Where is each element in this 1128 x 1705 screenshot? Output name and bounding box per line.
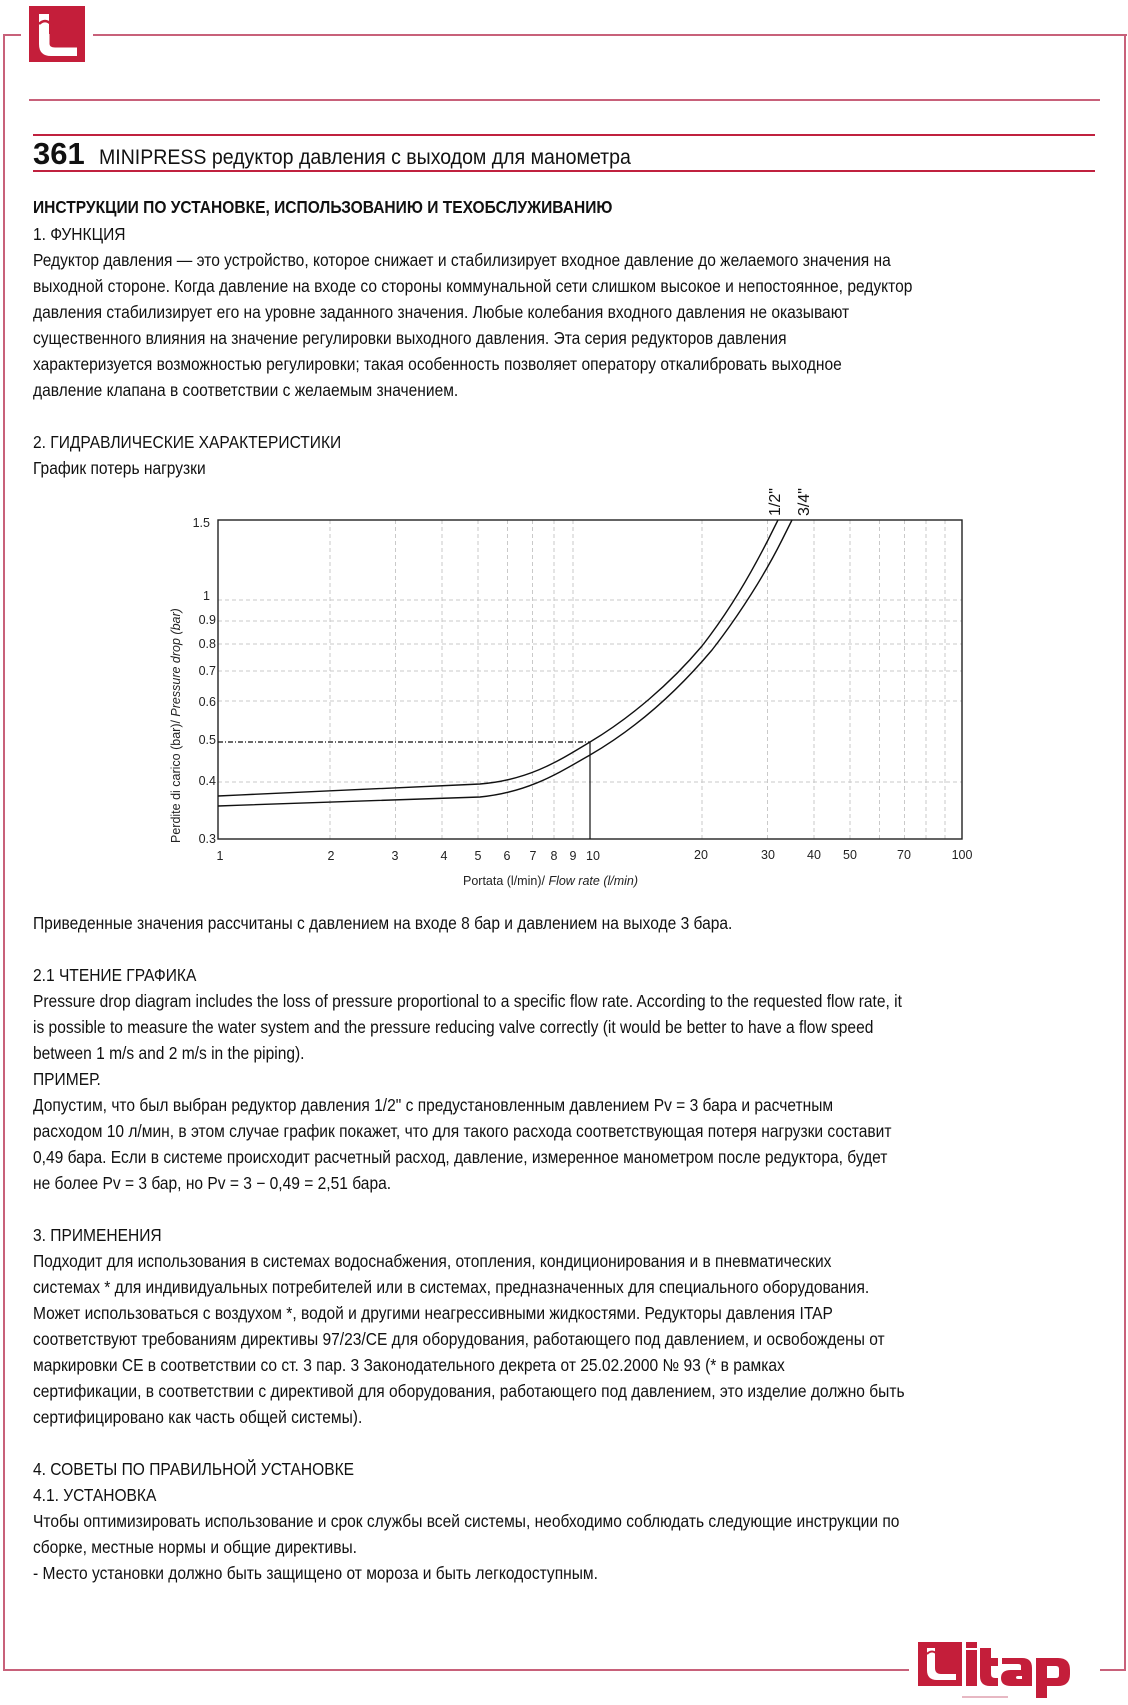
svg-text:9: 9 xyxy=(569,849,577,863)
example-line: Допустим, что был выбран редуктор давления 1/2" с предустановленным давлением Pv = 3 бара и расчетным xyxy=(33,1095,834,1115)
main-heading: ИНСТРУКЦИИ ПО УСТАНОВКЕ, ИСПОЛЬЗОВАНИЮ И ТЕХОБСЛУЖИВАНИЮ xyxy=(33,197,613,217)
svg-text:40: 40 xyxy=(807,848,821,862)
svg-text:10: 10 xyxy=(586,849,600,863)
series-label-three-quarter-inch: 3/4" xyxy=(796,488,813,516)
frame-left-edge xyxy=(3,34,5,1670)
example-line: 0,49 бара. Если в системе происходит расчетный расход, давление, измеренное манометром после редуктора, будет xyxy=(33,1147,888,1167)
frame-bottom-right xyxy=(1100,1669,1126,1671)
section4-line: - Место установки должно быть защищено от мороза и быть легкодоступным. xyxy=(33,1563,598,1583)
section2-1-line: Pressure drop diagram includes the loss of pressure proportional to a specific flow rate. According to the requested flow rate, it xyxy=(33,991,902,1011)
section3-line: соответствуют требованиям директивы 97/23/CE для оборудования, работающего под давлением, и освобождены от xyxy=(33,1329,885,1349)
chart-grid xyxy=(218,520,962,839)
svg-text:0.4: 0.4 xyxy=(198,774,216,788)
section1-line: характеризуется возможностью регулировки; такая особенность позволяет оператору откалибровать выходное xyxy=(33,354,842,374)
svg-text:8: 8 xyxy=(550,849,558,863)
section3-line: Может использоваться с воздухом *, водой и другими неагрессивными жидкостями. Редукторы давления ITAP xyxy=(33,1303,833,1323)
section2-1-heading: 2.1 ЧТЕНИЕ ГРАФИКА xyxy=(33,965,197,985)
section1-heading: 1. ФУНКЦИЯ xyxy=(33,224,126,244)
svg-text:1.5: 1.5 xyxy=(192,516,210,530)
section3-line: Подходит для использования в системах водоснабжения, отопления, кондиционирования и в пневматических xyxy=(33,1251,832,1271)
product-title-row xyxy=(33,136,671,170)
svg-text:1: 1 xyxy=(216,849,224,863)
section3-heading: 3. ПРИМЕНЕНИЯ xyxy=(33,1225,162,1245)
svg-text:5: 5 xyxy=(474,849,482,863)
chart-title: График потерь нагрузки xyxy=(33,458,206,478)
section2-1-line: between 1 m/s and 2 m/s in the piping). xyxy=(33,1043,305,1063)
section1-line: Редуктор давления — это устройство, которое снижает и стабилизирует входное давление до желаемого значения на xyxy=(33,250,891,270)
product-title: MINIPRESS редуктор давления с выходом для манометра xyxy=(98,146,631,169)
chart-note: Приведенные значения рассчитаны с давлением на входе 8 бар и давлением на выходе 3 бара. xyxy=(33,913,733,933)
section4-line: сборке, местные нормы и общие директивы. xyxy=(33,1537,358,1557)
svg-text:50: 50 xyxy=(843,848,857,862)
header-rule xyxy=(29,99,1100,101)
section1-line: давления стабилизирует его на уровне заданного значения. Любые колебания входного давления не оказывают xyxy=(33,302,850,322)
section3-line: сертификации, в соответствии с директивой для оборудования, работающего под давлением, это изделие должно быть xyxy=(33,1381,905,1401)
svg-text:70: 70 xyxy=(897,848,911,862)
example-line: расходом 10 л/мин, в этом случае график покажет, что для такого расхода соответствующая потеря нагрузки составит xyxy=(33,1121,892,1141)
svg-text:0.9: 0.9 xyxy=(198,613,216,627)
brand-logo-mark xyxy=(29,6,85,62)
product-number: 361 xyxy=(33,136,85,171)
plot-area-frame xyxy=(218,520,962,839)
pipe-elbow-icon xyxy=(29,6,85,62)
frame-top-left xyxy=(3,34,21,36)
section2-1-line: is possible to measure the water system and the pressure reducing valve correctly (it would be better to have a flow speed xyxy=(33,1017,874,1037)
example-heading: ПРИМЕР. xyxy=(33,1069,101,1089)
section1-line: давление клапана в соответствии с желаемым значением. xyxy=(33,380,459,400)
svg-text:7: 7 xyxy=(529,849,537,863)
frame-bottom-left xyxy=(3,1669,909,1671)
section4-line: Чтобы оптимизировать использование и срок службы всей системы, необходимо соблюдать следующие инструкции по xyxy=(33,1511,900,1531)
frame-top-right xyxy=(93,34,1127,36)
svg-text:30: 30 xyxy=(761,848,775,862)
svg-text:0.6: 0.6 xyxy=(198,695,216,709)
svg-text:0.3: 0.3 xyxy=(198,832,216,846)
section3-line: системах * для индивидуальных потребителей или в системах, предназначенных для специального оборудования. xyxy=(33,1277,870,1297)
svg-text:1: 1 xyxy=(203,589,210,603)
x-tick-labels xyxy=(217,848,973,863)
section4-1-heading: 4.1. УСТАНОВКА xyxy=(33,1485,157,1505)
series-label-half-inch: 1/2" xyxy=(767,488,784,516)
section1-line: существенного влияния на значение регулировки выходного давления. Эта серия редукторов давления xyxy=(33,328,787,348)
y-tick-labels xyxy=(193,516,216,846)
svg-text:3: 3 xyxy=(391,849,399,863)
svg-text:20: 20 xyxy=(694,848,708,862)
svg-text:6: 6 xyxy=(503,849,511,863)
svg-text:2: 2 xyxy=(327,849,335,863)
section4-heading: 4. СОВЕТЫ ПО ПРАВИЛЬНОЙ УСТАНОВКЕ xyxy=(33,1459,355,1479)
x-axis-label: Portata (l/min)/ Flow rate (l/min) xyxy=(463,874,639,888)
section3-line: маркировки CE в соответствии со ст. 3 пар. 3 Законодательного декрета от 25.02.2000 № 93 (* в рамках xyxy=(33,1355,785,1375)
section2-heading: 2. ГИДРАВЛИЧЕСКИЕ ХАРАКТЕРИСТИКИ xyxy=(33,432,342,452)
svg-text:0.8: 0.8 xyxy=(198,637,216,651)
svg-text:100: 100 xyxy=(951,848,973,862)
frame-right-edge xyxy=(1124,34,1126,1669)
example-line: не более Pv = 3 бар, но Pv = 3 − 0,49 = 2,51 бара. xyxy=(33,1173,392,1193)
y-axis-label: Perdite di carico (bar)/ Pressure drop (bar) xyxy=(169,608,183,843)
series-half-inch xyxy=(218,520,778,796)
itap-logo-icon xyxy=(918,1638,1094,1700)
itap-logo xyxy=(918,1638,1094,1700)
svg-text:0.5: 0.5 xyxy=(198,733,216,747)
section1-line: выходной стороне. Когда давление на входе со стороны коммунальной сети слишком высокое и непостоянное, редуктор xyxy=(33,276,913,296)
title-bottom-rule xyxy=(33,170,1095,172)
series-three-quarter-inch xyxy=(218,520,792,806)
svg-text:0.7: 0.7 xyxy=(198,664,216,678)
itap-logo-underline xyxy=(962,1696,1008,1698)
section3-line: сертифицировано как часть общей системы). xyxy=(33,1407,363,1427)
svg-text:4: 4 xyxy=(440,849,448,863)
